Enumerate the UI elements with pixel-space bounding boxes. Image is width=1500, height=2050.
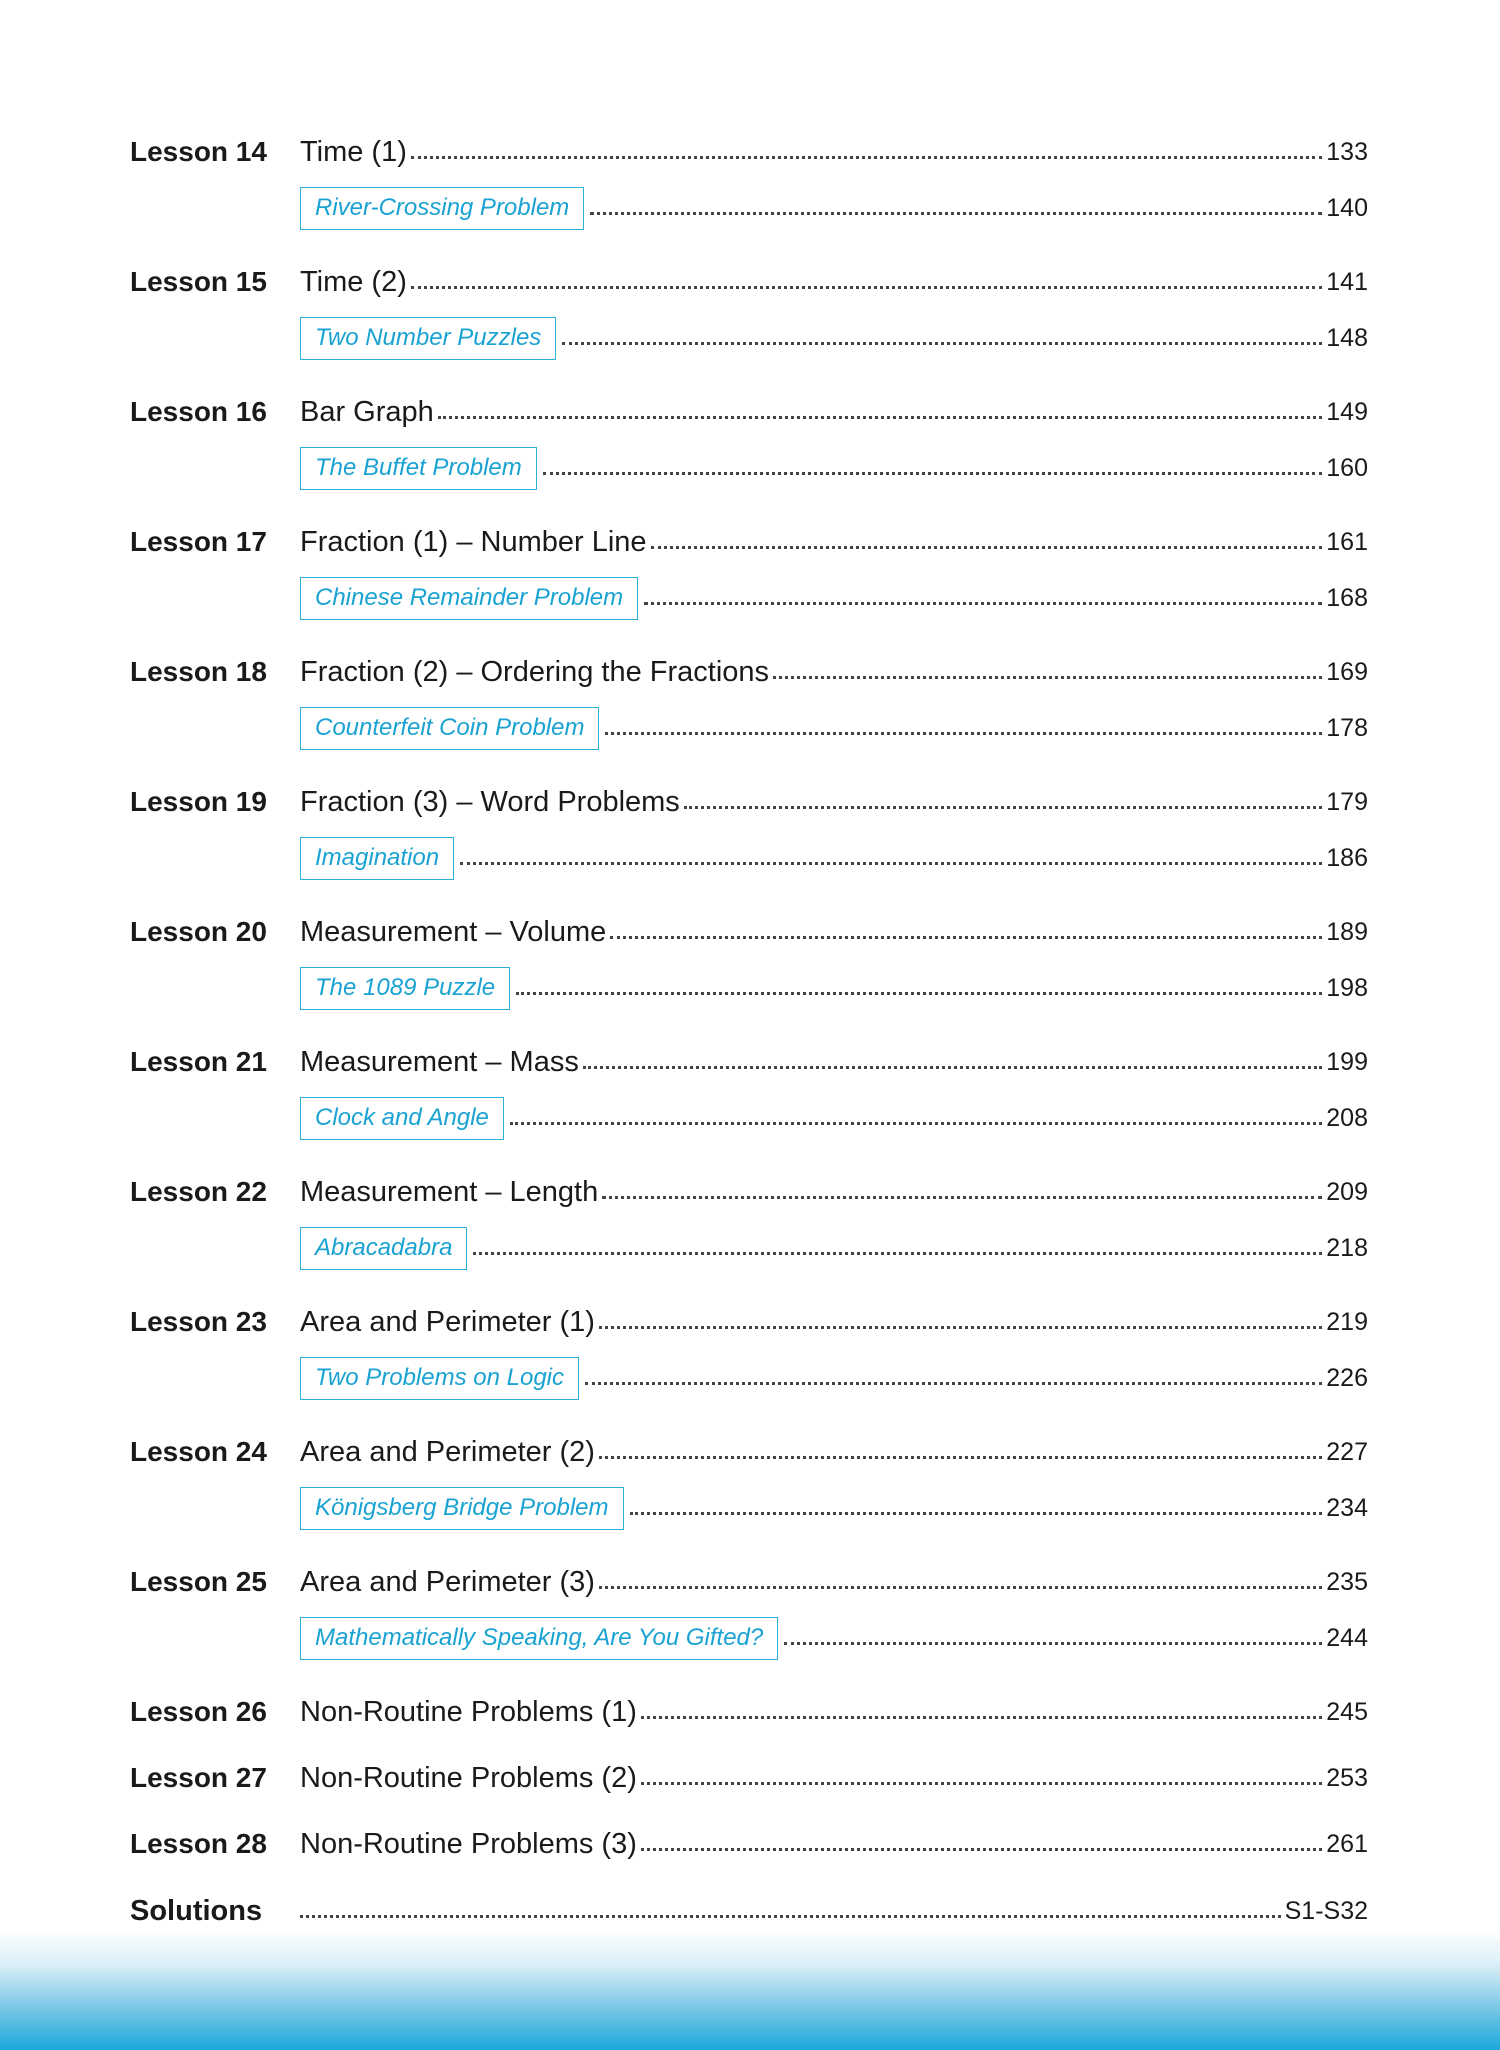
lesson-label: Lesson 14	[130, 136, 267, 167]
toc-row-extra[interactable]	[300, 708, 1368, 748]
extra-topic-box: The Buffet Problem	[300, 447, 537, 490]
page-number: 244	[1326, 1623, 1368, 1652]
toc-row-lesson[interactable]	[130, 652, 1368, 692]
lesson-label: Lesson 17	[130, 526, 267, 557]
page-number: 189	[1326, 917, 1368, 946]
dot-leader	[599, 1586, 1322, 1589]
page-number: 140	[1326, 193, 1368, 222]
toc-row-solutions[interactable]	[130, 1891, 1368, 1931]
lesson-label: Lesson 19	[130, 786, 267, 817]
dot-leader	[630, 1512, 1323, 1515]
dot-leader	[641, 1848, 1322, 1851]
toc-row-lesson[interactable]	[130, 1562, 1368, 1602]
dot-leader	[602, 1196, 1322, 1199]
lesson-title: Area and Perimeter (3)	[300, 1565, 595, 1598]
lesson-label: Lesson 16	[130, 396, 267, 427]
page-number: 261	[1326, 1829, 1368, 1858]
lesson-label: Lesson 27	[130, 1762, 267, 1793]
lesson-title: Fraction (2) – Ordering the Fractions	[300, 655, 770, 688]
dot-leader	[773, 676, 1322, 679]
toc-row-extra[interactable]	[300, 1098, 1368, 1138]
dot-leader	[460, 862, 1322, 865]
dot-leader	[583, 1066, 1322, 1069]
toc-row-extra[interactable]	[300, 1488, 1368, 1528]
lesson-label: Lesson 15	[130, 266, 267, 297]
dot-leader	[543, 472, 1323, 475]
page-number: 245	[1326, 1697, 1368, 1726]
lesson-label: Lesson 21	[130, 1046, 267, 1077]
page-number: 133	[1326, 137, 1368, 166]
toc-row-lesson[interactable]	[130, 1172, 1368, 1212]
toc-row-extra[interactable]	[300, 1358, 1368, 1398]
dot-leader	[562, 342, 1322, 345]
dot-leader	[599, 1456, 1322, 1459]
footer-gradient-band	[0, 1930, 1500, 2050]
page-number: 226	[1326, 1363, 1368, 1392]
extra-topic-box: The 1089 Puzzle	[300, 967, 510, 1010]
toc-row-lesson[interactable]	[130, 392, 1368, 432]
dot-leader	[784, 1642, 1322, 1645]
page-number: 209	[1326, 1177, 1368, 1206]
dot-leader	[411, 286, 1322, 289]
page-number: 141	[1326, 267, 1368, 296]
dot-leader	[605, 732, 1322, 735]
page-number: 219	[1326, 1307, 1368, 1336]
lesson-label: Lesson 20	[130, 916, 267, 947]
toc-row-lesson[interactable]	[130, 1824, 1368, 1864]
dot-leader	[510, 1122, 1322, 1125]
lesson-label: Lesson 22	[130, 1176, 267, 1207]
dot-leader	[599, 1326, 1322, 1329]
toc-row-extra[interactable]	[300, 188, 1368, 228]
page-number: 218	[1326, 1233, 1368, 1262]
lesson-label: Lesson 26	[130, 1696, 267, 1727]
page-number: 148	[1326, 323, 1368, 352]
toc-row-lesson[interactable]	[130, 912, 1368, 952]
dot-leader	[641, 1782, 1322, 1785]
dot-leader	[438, 416, 1322, 419]
dot-leader	[641, 1716, 1322, 1719]
extra-topic-box: Königsberg Bridge Problem	[300, 1487, 624, 1530]
page-number: 161	[1326, 527, 1368, 556]
dot-leader	[651, 546, 1323, 549]
extra-topic-box: Two Problems on Logic	[300, 1357, 579, 1400]
page-number: 199	[1326, 1047, 1368, 1076]
lesson-title: Non-Routine Problems (1)	[300, 1695, 637, 1728]
solutions-page-number: S1-S32	[1284, 1896, 1368, 1925]
extra-topic-box: Two Number Puzzles	[300, 317, 556, 360]
dot-leader	[473, 1252, 1322, 1255]
page-number: 179	[1326, 787, 1368, 816]
dot-leader	[300, 1915, 1281, 1918]
page-number: 235	[1326, 1567, 1368, 1596]
lesson-label: Lesson 23	[130, 1306, 267, 1337]
dot-leader	[610, 936, 1322, 939]
toc-row-extra[interactable]	[300, 838, 1368, 878]
toc-row-lesson[interactable]	[130, 782, 1368, 822]
lesson-title: Non-Routine Problems (2)	[300, 1761, 637, 1794]
lesson-label: Lesson 25	[130, 1566, 267, 1597]
page-number: 186	[1326, 843, 1368, 872]
page-number: 168	[1326, 583, 1368, 612]
page-number: 227	[1326, 1437, 1368, 1466]
solutions-label: Solutions	[130, 1894, 263, 1927]
toc-row-lesson[interactable]	[130, 262, 1368, 302]
page-number: 253	[1326, 1763, 1368, 1792]
toc-row-extra[interactable]	[300, 448, 1368, 488]
extra-topic-box: Imagination	[300, 837, 454, 880]
toc-row-lesson[interactable]	[130, 1302, 1368, 1342]
lesson-title: Time (1)	[300, 135, 407, 168]
lesson-title: Fraction (1) – Number Line	[300, 525, 647, 558]
page-number: 234	[1326, 1493, 1368, 1522]
dot-leader	[684, 806, 1322, 809]
extra-topic-box: Abracadabra	[300, 1227, 467, 1270]
extra-topic-box: River-Crossing Problem	[300, 187, 584, 230]
lesson-title: Bar Graph	[300, 395, 434, 428]
dot-leader	[590, 212, 1322, 215]
toc-row-extra[interactable]	[300, 578, 1368, 618]
dot-leader	[585, 1382, 1322, 1385]
dot-leader	[644, 602, 1322, 605]
page-number: 198	[1326, 973, 1368, 1002]
dot-leader	[411, 156, 1322, 159]
toc-row-lesson[interactable]	[130, 1432, 1368, 1472]
dot-leader	[516, 992, 1322, 995]
lesson-title: Measurement – Length	[300, 1175, 599, 1208]
page-number: 178	[1326, 713, 1368, 742]
page-number: 149	[1326, 397, 1368, 426]
toc-row-extra[interactable]	[300, 1618, 1368, 1658]
lesson-title: Area and Perimeter (2)	[300, 1435, 595, 1468]
lesson-title: Area and Perimeter (1)	[300, 1305, 595, 1338]
page-number: 208	[1326, 1103, 1368, 1132]
toc-row-extra[interactable]	[300, 1228, 1368, 1268]
toc-row-lesson[interactable]	[130, 522, 1368, 562]
toc-row-lesson[interactable]	[130, 1692, 1368, 1732]
lesson-title: Measurement – Mass	[300, 1045, 579, 1078]
lesson-label: Lesson 28	[130, 1828, 267, 1859]
extra-topic-box: Counterfeit Coin Problem	[300, 707, 599, 750]
page-number: 169	[1326, 657, 1368, 686]
extra-topic-box: Mathematically Speaking, Are You Gifted?	[300, 1617, 778, 1660]
toc-row-lesson[interactable]	[130, 132, 1368, 172]
lesson-label: Lesson 18	[130, 656, 267, 687]
extra-topic-box: Clock and Angle	[300, 1097, 504, 1140]
lesson-title: Non-Routine Problems (3)	[300, 1827, 637, 1860]
lesson-label: Lesson 24	[130, 1436, 267, 1467]
toc-row-lesson[interactable]	[130, 1042, 1368, 1082]
page-number: 160	[1326, 453, 1368, 482]
lesson-title: Measurement – Volume	[300, 915, 607, 948]
lesson-title: Fraction (3) – Word Problems	[300, 785, 680, 818]
toc-row-lesson[interactable]	[130, 1758, 1368, 1798]
extra-topic-box: Chinese Remainder Problem	[300, 577, 638, 620]
lesson-title: Time (2)	[300, 265, 407, 298]
toc-row-extra[interactable]	[300, 968, 1368, 1008]
toc-row-extra[interactable]	[300, 318, 1368, 358]
